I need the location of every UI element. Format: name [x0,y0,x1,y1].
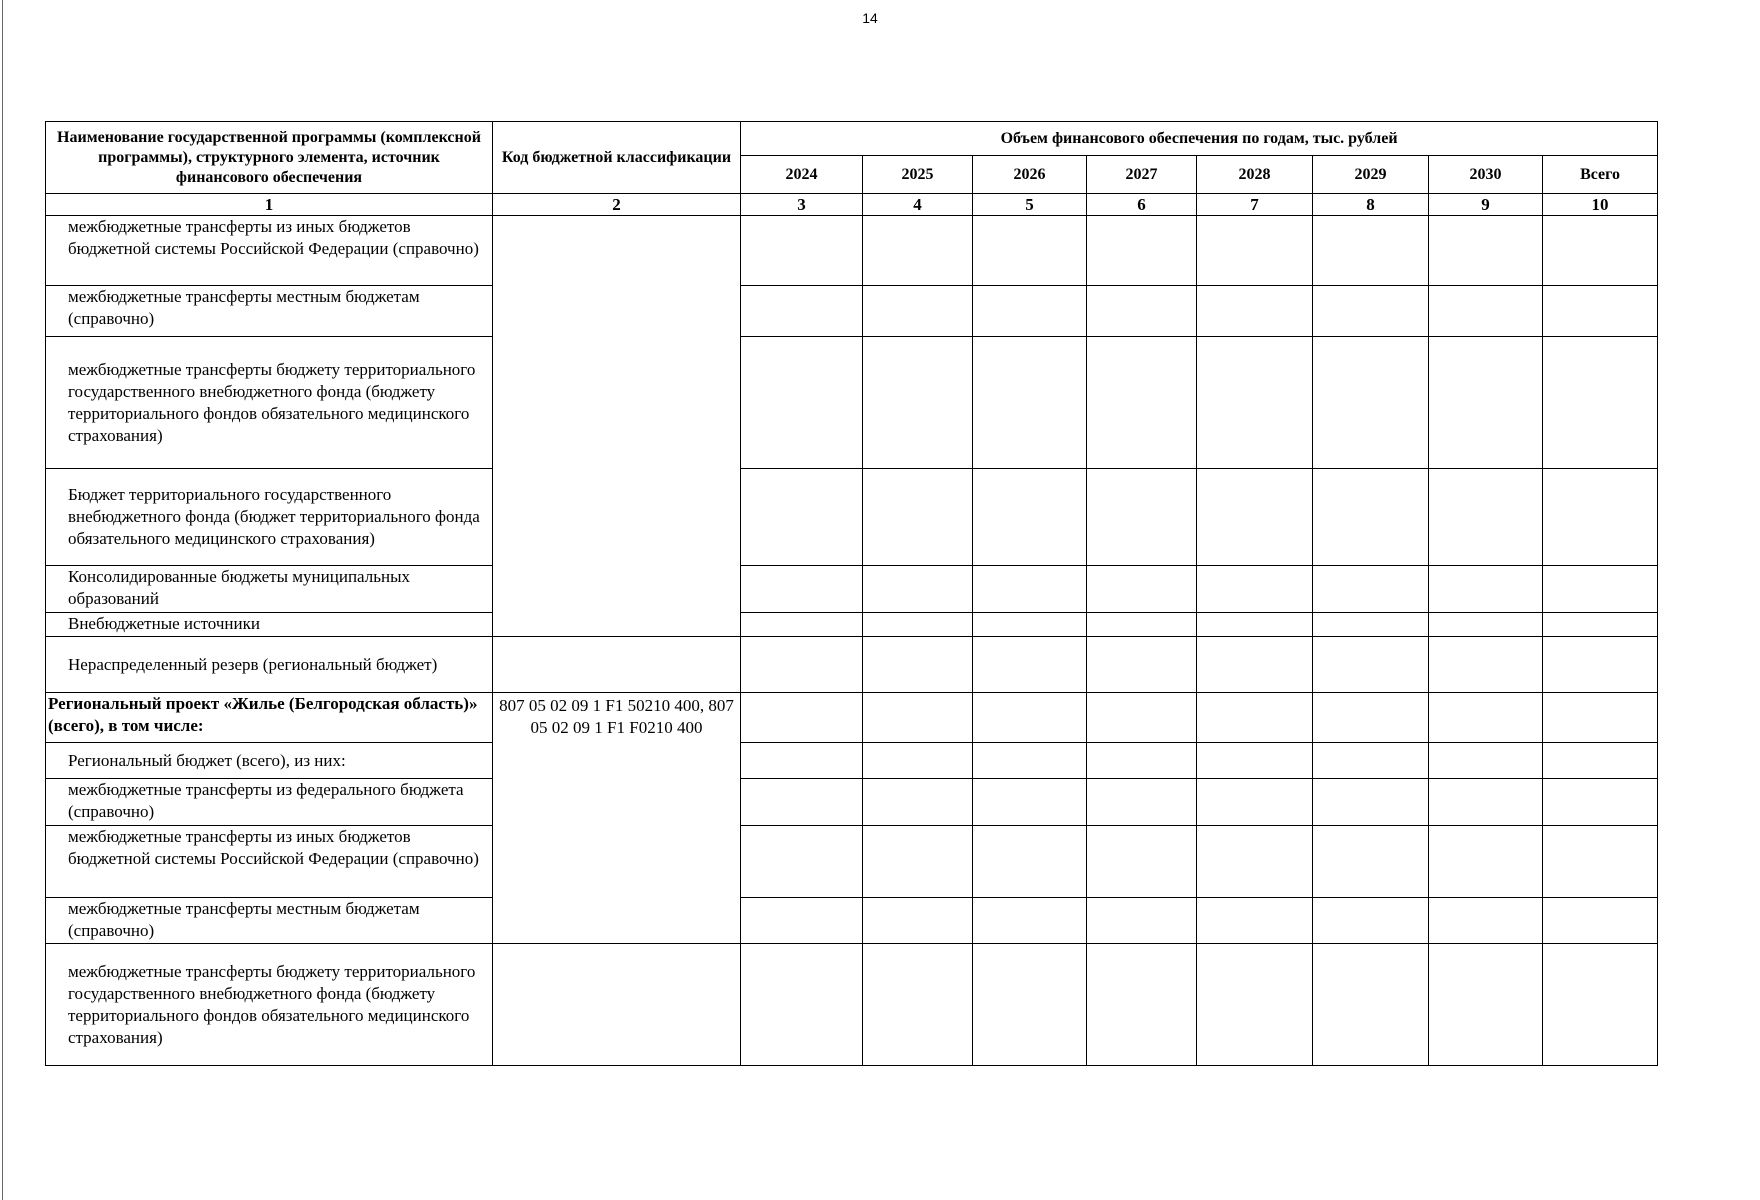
page-left-edge [2,0,3,1200]
table-row [46,826,1658,898]
value-cell [1313,743,1429,779]
value-cell [1313,637,1429,693]
value-cell [973,898,1087,944]
value-cell [863,216,973,286]
column-number: 4 [863,194,973,216]
value-cell [863,566,973,613]
value-cell [741,216,863,286]
value-cell [741,898,863,944]
row-name: межбюджетные трансферты бюджету территориального государственного внебюджетного фонда (бюджету территориального фондов обязательного медицинского страхования) [46,944,493,1066]
row-name: Нераспределенный резерв (региональный бюджет) [46,637,493,693]
value-cell [863,743,973,779]
value-cell [973,216,1087,286]
value-cell [1087,898,1197,944]
table-row [46,944,1658,1066]
table-row [46,743,1658,779]
value-cell [1197,779,1313,826]
value-cell [1429,286,1543,337]
row-code [493,944,741,1066]
table-row [46,469,1658,566]
value-cell [863,469,973,566]
header-year: 2029 [1313,156,1429,194]
value-cell [1429,779,1543,826]
value-cell [973,469,1087,566]
value-cell [1197,826,1313,898]
value-cell [1543,898,1658,944]
value-cell [863,693,973,743]
row-name: Внебюджетные источники [46,613,493,637]
table-row [46,216,1658,286]
value-cell [1087,693,1197,743]
header-year: 2027 [1087,156,1197,194]
table-row [46,337,1658,469]
value-cell [1543,566,1658,613]
value-cell [1429,826,1543,898]
value-cell [1429,613,1543,637]
value-cell [741,743,863,779]
column-number: 2 [493,194,741,216]
value-cell [1429,216,1543,286]
column-number: 5 [973,194,1087,216]
value-cell [1087,337,1197,469]
table-row [46,693,1658,743]
value-cell [1429,898,1543,944]
column-number: 9 [1429,194,1543,216]
value-cell [1429,944,1543,1066]
value-cell [1313,944,1429,1066]
column-number: 1 [46,194,493,216]
value-cell [1429,337,1543,469]
header-year: 2026 [973,156,1087,194]
value-cell [1543,216,1658,286]
value-cell [973,693,1087,743]
value-cell [1087,944,1197,1066]
value-cell [1543,944,1658,1066]
value-cell [1543,693,1658,743]
value-cell [973,944,1087,1066]
value-cell [1543,469,1658,566]
value-cell [973,613,1087,637]
value-cell [741,469,863,566]
value-cell [741,286,863,337]
financing-table [45,121,1658,1066]
table-row [46,779,1658,826]
value-cell [1087,566,1197,613]
value-cell [1087,286,1197,337]
value-cell [973,826,1087,898]
value-cell [1429,693,1543,743]
value-cell [973,337,1087,469]
row-name: межбюджетные трансферты местным бюджетам (справочно) [46,286,493,337]
value-cell [973,286,1087,337]
value-cell [1087,743,1197,779]
value-cell [863,613,973,637]
header-total: Всего [1543,156,1658,194]
value-cell [1087,779,1197,826]
header-year: 2025 [863,156,973,194]
value-cell [973,566,1087,613]
value-cell [863,286,973,337]
value-cell [1543,637,1658,693]
value-cell [1313,286,1429,337]
value-cell [741,944,863,1066]
column-number: 3 [741,194,863,216]
header-year: 2030 [1429,156,1543,194]
value-cell [1313,469,1429,566]
value-cell [1313,566,1429,613]
header-code: Код бюджетной классификации [493,122,741,194]
table-row [46,286,1658,337]
value-cell [1313,693,1429,743]
row-code [493,637,741,693]
value-cell [1313,779,1429,826]
value-cell [1543,286,1658,337]
row-name: Консолидированные бюджеты муниципальных образований [46,566,493,613]
value-cell [741,693,863,743]
row-name: Региональный проект «Жилье (Белгородская область)» (всего), в том числе: [46,693,493,743]
value-cell [863,779,973,826]
value-cell [1087,637,1197,693]
value-cell [1313,337,1429,469]
value-cell [1087,469,1197,566]
value-cell [1197,637,1313,693]
row-name: межбюджетные трансферты из иных бюджетов бюджетной системы Российской Федерации (справочно) [46,216,493,286]
row-name: межбюджетные трансферты из иных бюджетов бюджетной системы Российской Федерации (справочно) [46,826,493,898]
value-cell [741,613,863,637]
value-cell [1197,693,1313,743]
value-cell [863,337,973,469]
value-cell [1543,613,1658,637]
column-number: 8 [1313,194,1429,216]
value-cell [1197,613,1313,637]
value-cell [1087,216,1197,286]
value-cell [1313,898,1429,944]
value-cell [1197,898,1313,944]
table-row [46,613,1658,637]
value-cell [741,826,863,898]
value-cell [741,637,863,693]
value-cell [863,944,973,1066]
value-cell [973,779,1087,826]
value-cell [1197,216,1313,286]
value-cell [1087,613,1197,637]
column-number: 6 [1087,194,1197,216]
table-row [46,566,1658,613]
header-name: Наименование государственной программы (комплексной программы), структурного элемента, источник финансового обеспечения [46,122,493,194]
row-code [493,216,741,637]
row-name: межбюджетные трансферты местным бюджетам (справочно) [46,898,493,944]
value-cell [1197,469,1313,566]
value-cell [863,898,973,944]
value-cell [1313,613,1429,637]
row-code: 807 05 02 09 1 F1 50210 400, 807 05 02 09 1 F1 F0210 400 [493,693,741,944]
value-cell [973,743,1087,779]
header-volume: Объем финансового обеспечения по годам, тыс. рублей [741,122,1658,156]
table-row [46,637,1658,693]
value-cell [1429,637,1543,693]
value-cell [1197,743,1313,779]
value-cell [863,637,973,693]
column-number: 7 [1197,194,1313,216]
value-cell [1429,566,1543,613]
value-cell [1197,566,1313,613]
value-cell [1543,743,1658,779]
value-cell [973,637,1087,693]
value-cell [1429,743,1543,779]
column-number: 10 [1543,194,1658,216]
value-cell [741,337,863,469]
header-year: 2028 [1197,156,1313,194]
row-name: межбюджетные трансферты из федерального бюджета (справочно) [46,779,493,826]
value-cell [741,779,863,826]
value-cell [1543,779,1658,826]
value-cell [1543,337,1658,469]
value-cell [1313,826,1429,898]
value-cell [1543,826,1658,898]
value-cell [741,566,863,613]
value-cell [1197,286,1313,337]
value-cell [863,826,973,898]
header-year: 2024 [741,156,863,194]
row-name: Бюджет территориального государственного внебюджетного фонда (бюджет территориального фонда обязательного медицинского страхования) [46,469,493,566]
value-cell [1197,337,1313,469]
value-cell [1429,469,1543,566]
value-cell [1313,216,1429,286]
row-name: Региональный бюджет (всего), из них: [46,743,493,779]
row-name: межбюджетные трансферты бюджету территориального государственного внебюджетного фонда (бюджету территориального фондов обязательного медицинского страхования) [46,337,493,469]
page-number: 14 [862,10,878,26]
table-row [46,898,1658,944]
value-cell [1087,826,1197,898]
value-cell [1197,944,1313,1066]
